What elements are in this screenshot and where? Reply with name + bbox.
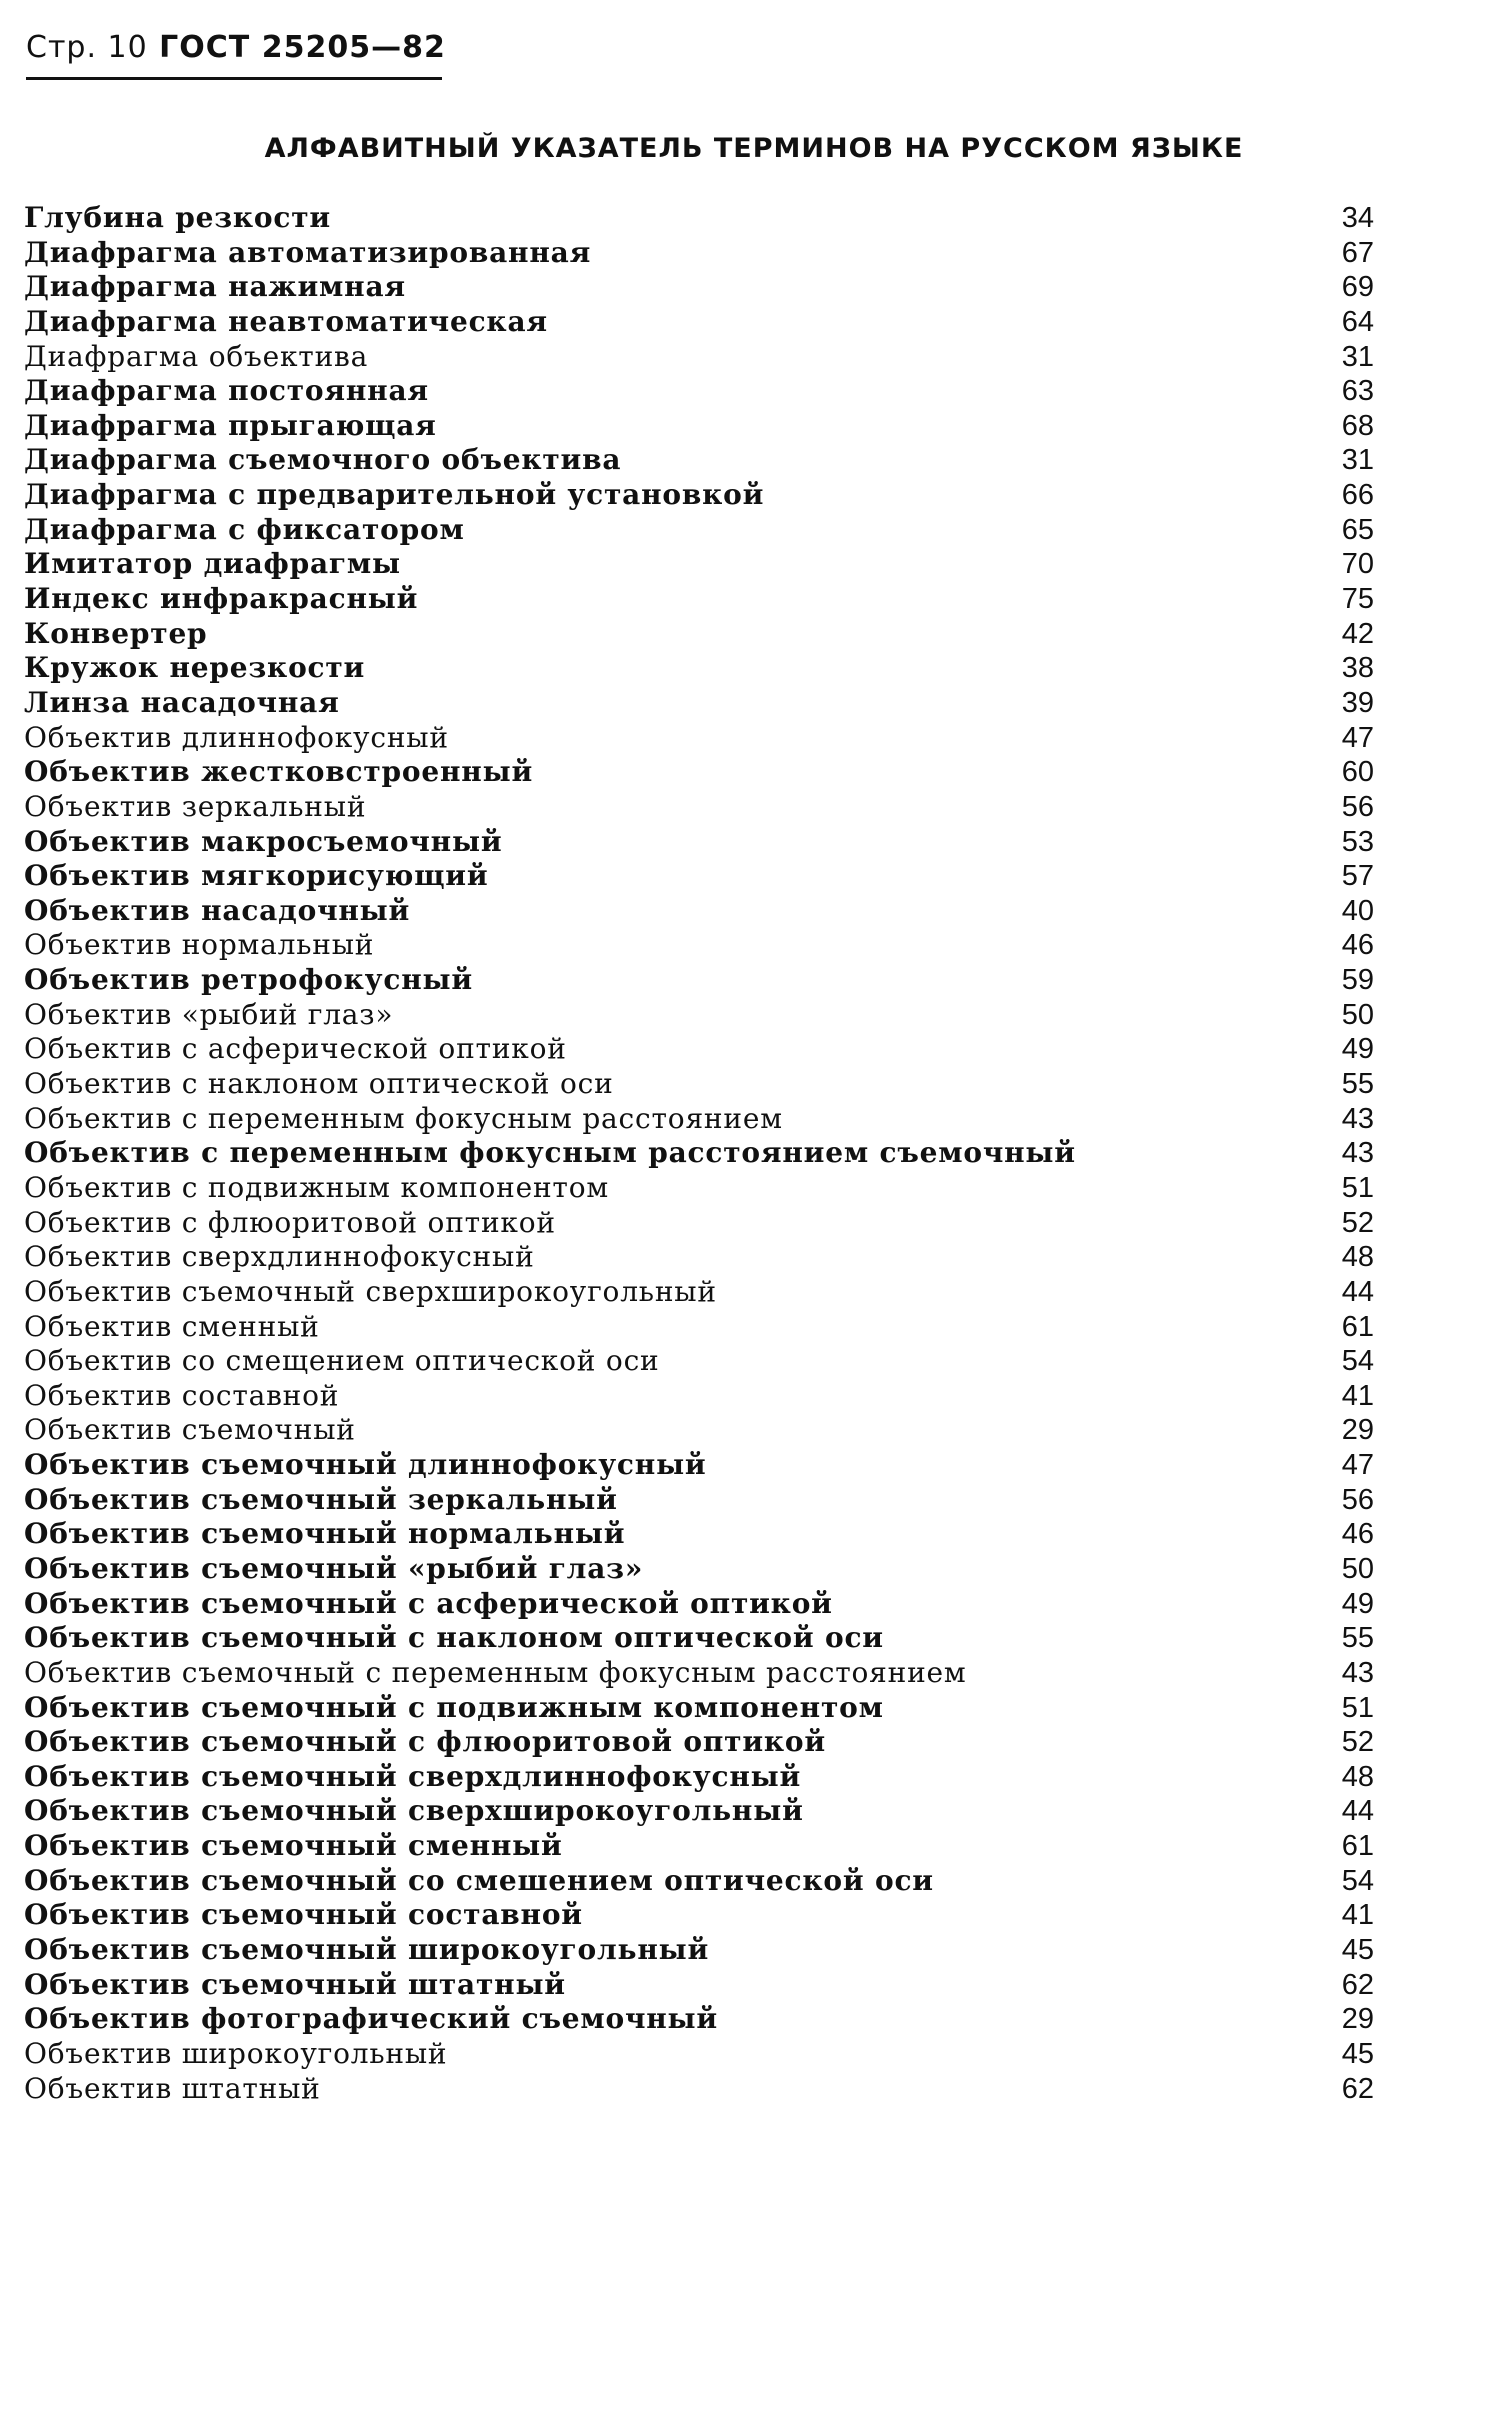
- index-entry: [24, 270, 1374, 305]
- index-term: Объектив съемочный нормальный: [24, 1517, 626, 1551]
- index-term: Кружок нерезкости: [24, 651, 366, 685]
- index-entry: [24, 1344, 1374, 1379]
- index-term: Диафрагма нажимная: [24, 270, 406, 304]
- index-page-number: 43: [1341, 1137, 1374, 1170]
- index-entry: [24, 1933, 1374, 1968]
- index-term: Диафрагма с предварительной установкой: [24, 478, 765, 512]
- index-entry: [24, 928, 1374, 963]
- index-page-number: 60: [1341, 756, 1374, 789]
- index-page-number: 53: [1341, 825, 1374, 858]
- index-term: Объектив сверхдлиннофокусный: [24, 1240, 535, 1274]
- index-term: Объектив съемочный с переменным фокусным расстоянием: [24, 1655, 967, 1689]
- index-entry: [24, 1898, 1374, 1933]
- index-entry: [24, 1517, 1374, 1552]
- index-page-number: 40: [1341, 894, 1374, 927]
- index-page-number: 43: [1341, 1656, 1374, 1689]
- index-page-number: 38: [1341, 652, 1374, 685]
- index-term: Объектив съемочный сверхдлиннофокусный: [24, 1759, 802, 1793]
- index-entry: [24, 1136, 1374, 1171]
- index-page-number: 54: [1341, 1864, 1374, 1897]
- index-term: Объектив съемочный с наклоном оптической оси: [24, 1621, 884, 1655]
- index-page-number: 52: [1341, 1726, 1374, 1759]
- index-entry: [24, 409, 1374, 444]
- index-page-number: 75: [1341, 583, 1374, 616]
- index-term: Линза насадочная: [24, 685, 340, 719]
- index-term: Объектив зеркальный: [24, 789, 367, 823]
- index-page-number: 34: [1341, 202, 1374, 234]
- index-page-number: 41: [1341, 1379, 1374, 1412]
- index-entry: [24, 1379, 1374, 1414]
- index-entry: [24, 1691, 1374, 1726]
- index-entry: [24, 963, 1374, 998]
- index-term: Объектив широкоугольный: [24, 2036, 448, 2070]
- index-term: Имитатор диафрагмы: [24, 547, 401, 581]
- index-page-number: 46: [1341, 1518, 1374, 1551]
- index-term: Объектив фотографический съемочный: [24, 2002, 718, 2036]
- index-term: Объектив макросъемочный: [24, 824, 503, 858]
- index-title: АЛФАВИТНЫЙ УКАЗАТЕЛЬ ТЕРМИНОВ НА РУССКОМ ЯЗЫКЕ: [264, 133, 1244, 164]
- index-entry: [24, 201, 1374, 236]
- index-page-number: 39: [1341, 686, 1374, 719]
- index-term: Объектив съемочный штатный: [24, 1967, 566, 2001]
- index-entry: [24, 1483, 1374, 1518]
- index-term: Диафрагма с фиксатором: [24, 512, 465, 546]
- index-page-number: 49: [1341, 1587, 1374, 1620]
- index-page-number: 69: [1341, 271, 1374, 304]
- index-entry: [24, 998, 1374, 1033]
- index-entry: [24, 513, 1374, 548]
- index-term: Объектив съемочный длиннофокусный: [24, 1448, 707, 1482]
- index-page-number: 66: [1341, 479, 1374, 512]
- index-entry: [24, 894, 1374, 929]
- index-entry: [24, 443, 1374, 478]
- index-page-number: 49: [1341, 1033, 1374, 1066]
- index-term: Индекс инфракрасный: [24, 582, 419, 616]
- index-term: Объектив сменный: [24, 1309, 320, 1343]
- index-page-number: 29: [1341, 1414, 1374, 1447]
- index-term: Объектив съемочный «рыбий глаз»: [24, 1551, 644, 1585]
- index-entry: [24, 686, 1374, 721]
- index-entry: [24, 1310, 1374, 1345]
- index-entry: [24, 1656, 1374, 1691]
- index-page-number: 56: [1341, 790, 1374, 823]
- index-term: Диафрагма съемочного объектива: [24, 443, 622, 477]
- index-page-number: 43: [1341, 1102, 1374, 1135]
- index-entry: [24, 1206, 1374, 1241]
- index-term: Объектив нормальный: [24, 928, 375, 962]
- index-page-number: 64: [1341, 305, 1374, 338]
- index-page-number: 52: [1341, 1206, 1374, 1239]
- index-term: Объектив съемочный с асферической оптикой: [24, 1586, 833, 1620]
- index-term: Объектив с асферической оптикой: [24, 1032, 567, 1066]
- index-term: Объектив с переменным фокусным расстоянием: [24, 1101, 783, 1135]
- index-term: Объектив с переменным фокусным расстоянием съемочный: [24, 1136, 1076, 1170]
- index-page-number: 47: [1341, 721, 1374, 754]
- index-entry: [24, 1240, 1374, 1275]
- index-entry: [24, 1864, 1374, 1899]
- index-page-number: 48: [1341, 1760, 1374, 1793]
- index-term: Диафрагма объектива: [24, 339, 369, 373]
- index-entry: [24, 1587, 1374, 1622]
- index-term: Объектив съемочный составной: [24, 1898, 583, 1932]
- index-entry: [24, 1725, 1374, 1760]
- index-term: Объектив съемочный сменный: [24, 1829, 563, 1863]
- index-term: Объектив длиннофокусный: [24, 720, 449, 754]
- index-entry: [24, 478, 1374, 513]
- index-page-number: 31: [1341, 444, 1374, 477]
- index-page-number: 45: [1341, 2037, 1374, 2070]
- index-entry: [24, 2072, 1374, 2107]
- index-entry: [24, 1413, 1374, 1448]
- index-page-number: 62: [1341, 2072, 1374, 2105]
- page-header: [26, 30, 446, 65]
- index-entry: [24, 1794, 1374, 1829]
- index-entry: [24, 1102, 1374, 1137]
- index-page-number: 59: [1341, 964, 1374, 997]
- index-page-number: 46: [1341, 929, 1374, 962]
- index-page-number: 48: [1341, 1241, 1374, 1274]
- index-term: Объектив с флюоритовой оптикой: [24, 1205, 556, 1239]
- index-page-number: 44: [1341, 1275, 1374, 1308]
- alphabetical-index-list: [24, 201, 1374, 2106]
- index-term: Объектив съемочный широкоугольный: [24, 1933, 710, 1967]
- index-page-number: 63: [1341, 375, 1374, 408]
- index-term: Объектив съемочный сверхширокоугольный: [24, 1794, 804, 1828]
- index-term: Объектив жестковстроенный: [24, 755, 534, 789]
- index-term: Объектив съемочный зеркальный: [24, 1482, 618, 1516]
- index-page-number: 56: [1341, 1483, 1374, 1516]
- index-page-number: 50: [1341, 1552, 1374, 1585]
- index-entry: [24, 755, 1374, 790]
- index-term: Диафрагма прыгающая: [24, 408, 437, 442]
- index-entry: [24, 547, 1374, 582]
- index-page-number: 45: [1341, 1934, 1374, 1967]
- index-term: Диафрагма неавтоматическая: [24, 304, 548, 338]
- index-term: Глубина резкости: [24, 201, 331, 234]
- index-term: Объектив съемочный с подвижным компонентом: [24, 1690, 884, 1724]
- index-entry: [24, 1760, 1374, 1795]
- index-page-number: 67: [1341, 236, 1374, 269]
- index-entry: [24, 1067, 1374, 1102]
- index-page-number: 44: [1341, 1795, 1374, 1828]
- index-entry: [24, 2037, 1374, 2072]
- index-entry: [24, 2002, 1374, 2037]
- index-term: Диафрагма постоянная: [24, 374, 429, 408]
- index-term: Объектив съемочный со смешением оптической оси: [24, 1863, 934, 1897]
- index-page-number: 55: [1341, 1068, 1374, 1101]
- index-entry: [24, 1275, 1374, 1310]
- index-page-number: 50: [1341, 998, 1374, 1031]
- standard-designation: ГОСТ 25205—82: [159, 30, 446, 65]
- index-page-number: 61: [1341, 1310, 1374, 1343]
- index-term: Диафрагма автоматизированная: [24, 235, 592, 269]
- index-entry: [24, 236, 1374, 271]
- index-page-number: 57: [1341, 860, 1374, 893]
- index-entry: [24, 859, 1374, 894]
- index-entry: [24, 617, 1374, 652]
- index-entry: [24, 790, 1374, 825]
- index-entry: [24, 1171, 1374, 1206]
- index-entry: [24, 721, 1374, 756]
- index-term: Объектив с подвижным компонентом: [24, 1170, 609, 1204]
- index-term: Объектив съемочный сверхширокоугольный: [24, 1274, 717, 1308]
- index-term: Объектив штатный: [24, 2071, 321, 2105]
- index-term: Конвертер: [24, 616, 208, 650]
- index-page-number: 31: [1341, 340, 1374, 373]
- index-entry: [24, 1552, 1374, 1587]
- index-page-number: 42: [1341, 617, 1374, 650]
- index-entry: [24, 340, 1374, 375]
- page-number-label: Стр. 10: [26, 30, 148, 65]
- index-page-number: 55: [1341, 1622, 1374, 1655]
- index-term: Объектив составной: [24, 1378, 340, 1412]
- index-page-number: 62: [1341, 1968, 1374, 2001]
- index-page-number: 51: [1341, 1171, 1374, 1204]
- index-page-number: 70: [1341, 548, 1374, 581]
- index-entry: [24, 1448, 1374, 1483]
- index-entry: [24, 1829, 1374, 1864]
- index-entry: [24, 582, 1374, 617]
- index-page-number: 61: [1341, 1830, 1374, 1863]
- index-term: Объектив съемочный с флюоритовой оптикой: [24, 1725, 826, 1759]
- index-term: Объектив с наклоном оптической оси: [24, 1067, 614, 1101]
- index-term: Объектив мягкорисующий: [24, 859, 489, 893]
- index-page-number: 47: [1341, 1449, 1374, 1482]
- index-page-number: 29: [1341, 2003, 1374, 2036]
- index-entry: [24, 1032, 1374, 1067]
- index-entry: [24, 374, 1374, 409]
- index-page-number: 54: [1341, 1345, 1374, 1378]
- index-term: Объектив насадочный: [24, 893, 411, 927]
- index-term: Объектив съемочный: [24, 1413, 356, 1447]
- index-entry: [24, 1968, 1374, 2003]
- index-page-number: 68: [1341, 409, 1374, 442]
- index-entry: [24, 305, 1374, 340]
- header-underline: [26, 77, 442, 80]
- index-page-number: 41: [1341, 1899, 1374, 1932]
- index-term: Объектив со смещением оптической оси: [24, 1344, 660, 1378]
- index-entry: [24, 651, 1374, 686]
- index-entry: [24, 825, 1374, 860]
- index-page-number: 65: [1341, 513, 1374, 546]
- index-entry: [24, 1621, 1374, 1656]
- index-term: Объектив ретрофокусный: [24, 963, 473, 997]
- index-term: Объектив «рыбий глаз»: [24, 997, 394, 1031]
- index-page-number: 51: [1341, 1691, 1374, 1724]
